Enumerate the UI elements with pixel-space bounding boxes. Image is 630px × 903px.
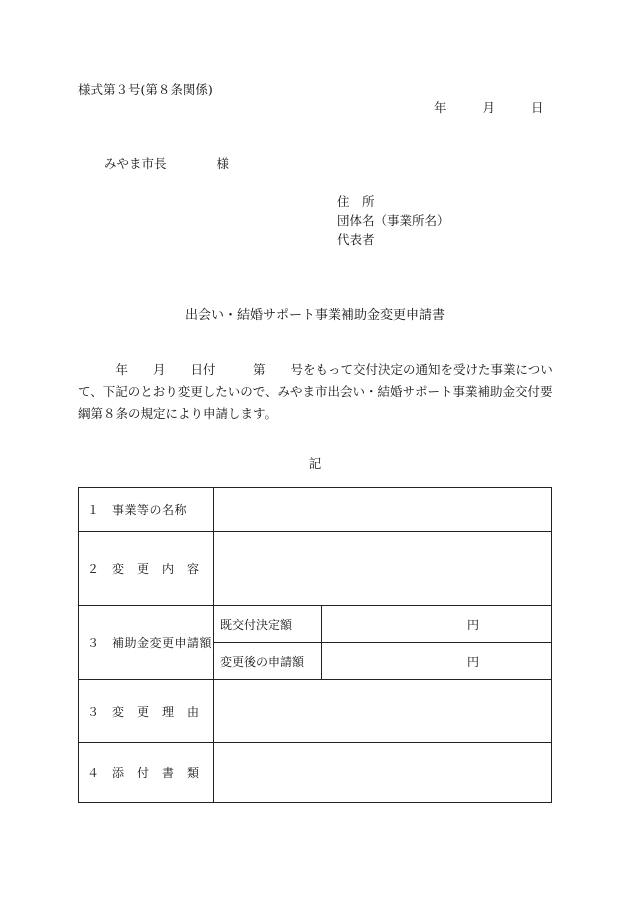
changed-amount-field[interactable]	[322, 643, 552, 680]
attachments-field[interactable]	[214, 743, 552, 803]
yen-unit: 円	[466, 617, 479, 632]
addressee-name: みやま市長	[104, 156, 167, 171]
table-row	[79, 680, 552, 743]
yen-unit: 円	[466, 654, 479, 669]
organization-label: 団体名（事業所名）	[337, 213, 450, 228]
date-day: 日	[530, 100, 544, 115]
attachments-label: ４ 添 付 書 類	[79, 743, 214, 803]
subsidy-change-amount-label: ３ 補助金変更申請額	[79, 606, 214, 680]
decided-amount-label: 既交付決定額	[214, 606, 322, 643]
ki-heading: 記	[308, 456, 322, 471]
change-reason-label: ３ 変 更 理 由	[79, 680, 214, 743]
representative-label: 代表者	[337, 232, 375, 247]
table-row	[79, 743, 552, 803]
project-name-label: １ 事業等の名称	[79, 488, 214, 532]
form-number: 様式第３号(第８条関係)	[78, 82, 213, 97]
changed-amount-label: 変更後の申請額	[214, 643, 322, 680]
document-title: 出会い・結婚サポート事業補助金変更申請書	[184, 308, 445, 323]
date-line	[434, 98, 543, 116]
change-content-field[interactable]	[214, 532, 552, 606]
table-row	[79, 488, 552, 532]
project-name-field[interactable]	[214, 488, 552, 532]
change-reason-field[interactable]	[214, 680, 552, 743]
table-row	[79, 532, 552, 606]
addressee-honorific: 様	[216, 156, 230, 171]
addressee	[104, 154, 229, 172]
date-year: 年	[434, 100, 447, 115]
body-text: 年 月 日付 第 号をもって交付決定の通知を受けた事業について、下記のとおり変更したいので、みやま市出会い・結婚サポート事業補助金交付要綱第８条の規定により申請します。	[78, 362, 553, 421]
decided-amount-field[interactable]	[322, 606, 552, 643]
application-table	[78, 487, 552, 803]
change-content-label: ２ 変 更 内 容	[79, 532, 214, 606]
table-row	[79, 606, 552, 643]
applicant-block	[337, 192, 450, 249]
date-month: 月	[482, 100, 495, 115]
address-label: 住 所	[337, 194, 375, 209]
